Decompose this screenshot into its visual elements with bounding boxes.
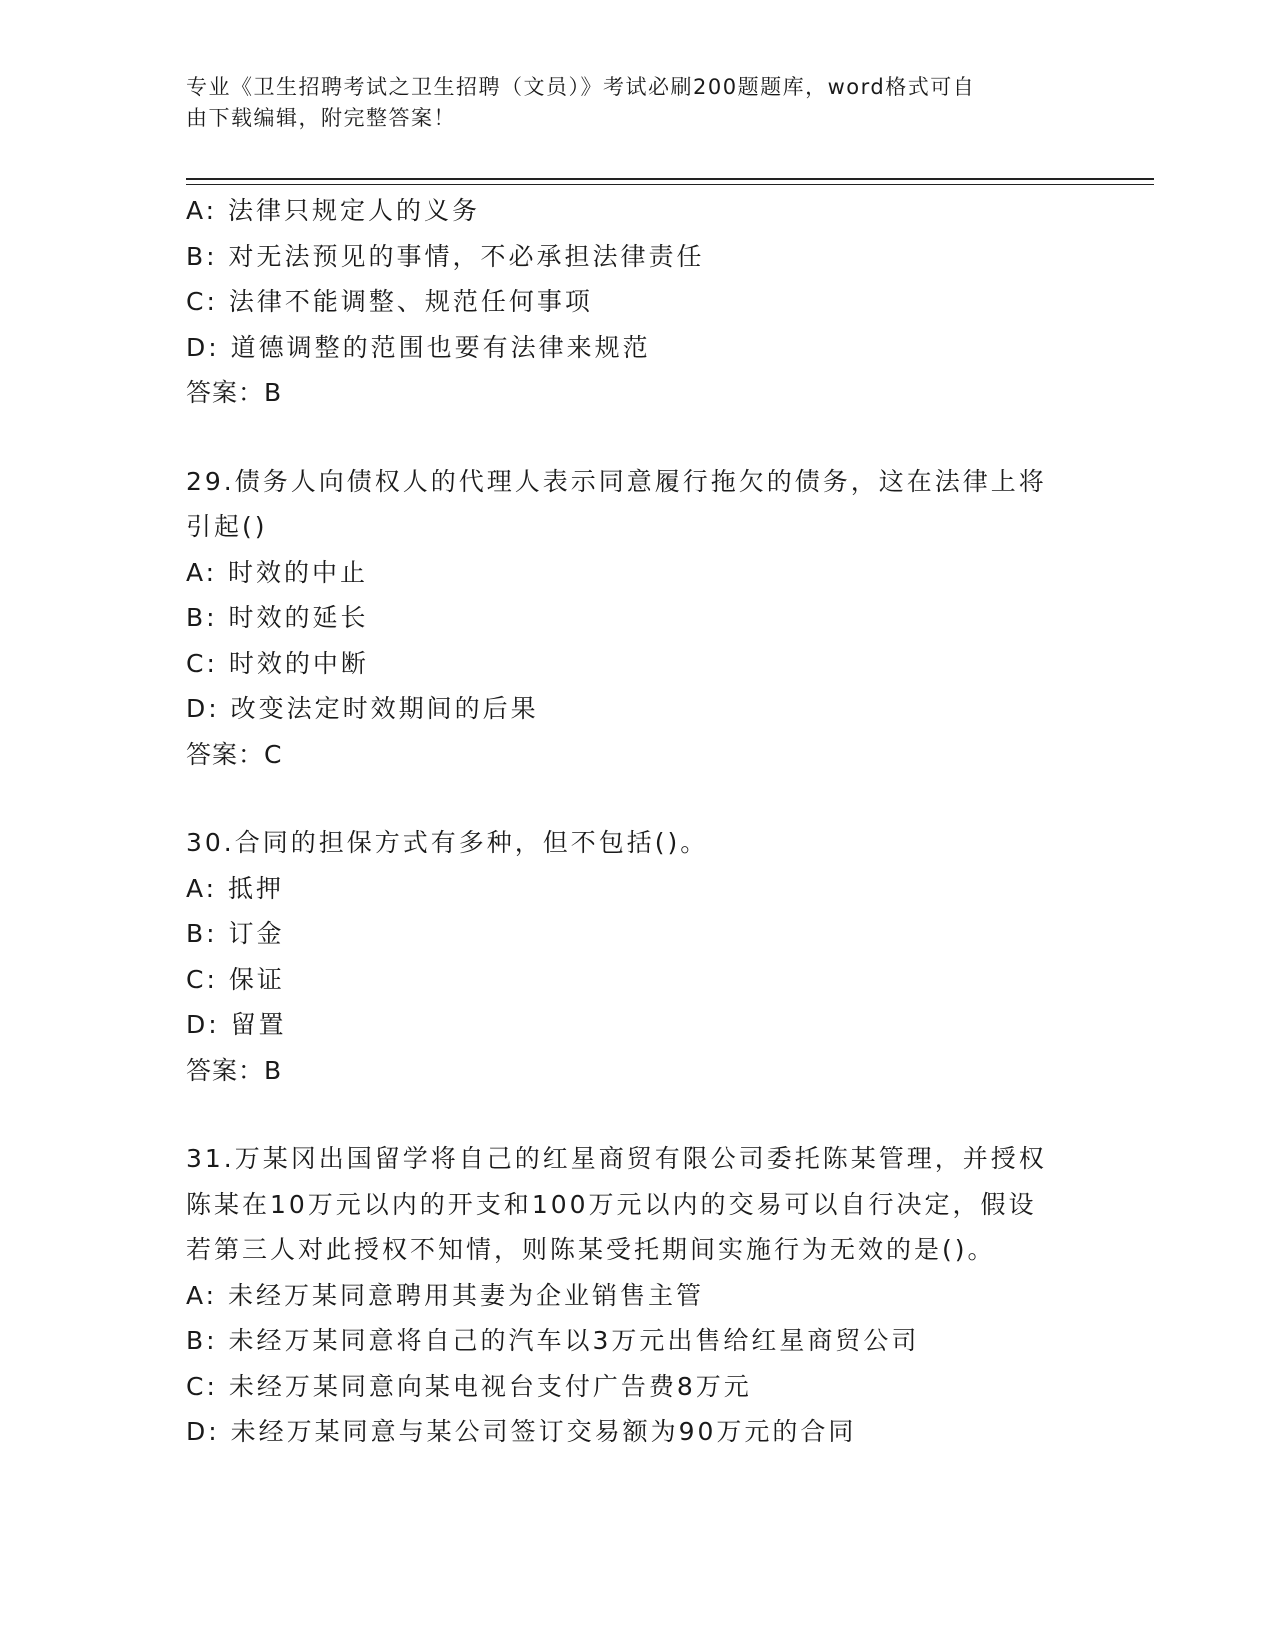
spacer (186, 416, 1086, 459)
option-a: A: 时效的中止 (186, 557, 369, 587)
option-b: B: 订金 (186, 919, 285, 948)
option-a: A: 抵押 (186, 873, 285, 903)
question-text: 29.债务人向债权人的代理人表示同意履行拖欠的债务，这在法律上将 (186, 466, 1047, 496)
question-block (186, 1136, 1086, 1455)
option-b: B: 对无法预见的事情，不必承担法律责任 (186, 241, 705, 271)
question-text: 30.合同的担保方式有多种，但不包括()。 (186, 828, 709, 857)
option-c: C: 保证 (186, 964, 285, 994)
option-a: A: 未经万某同意聘用其妻为企业销售主管 (186, 1280, 705, 1310)
question-block (186, 188, 1086, 416)
option-b: B: 时效的延长 (186, 603, 369, 632)
header-line-2: 由下载编辑，附完整答案！ (186, 106, 456, 130)
question-text: 31.万某冈出国留学将自己的红星商贸有限公司委托陈某管理，并授权 (186, 1144, 1047, 1173)
option-d: D: 道德调整的范围也要有法律来规范 (186, 332, 651, 362)
option-c: C: 时效的中断 (186, 648, 369, 678)
answer-line: 答案：C (186, 739, 283, 769)
spacer (186, 1093, 1086, 1136)
question-list (186, 188, 1086, 1455)
question-block (186, 820, 1086, 1093)
answer-line: 答案：B (186, 378, 283, 407)
option-d: D: 改变法定时效期间的后果 (186, 694, 539, 723)
answer-line: 答案：B (186, 1055, 283, 1085)
option-b: B: 未经万某同意将自己的汽车以3万元出售给红星商贸公司 (186, 1326, 920, 1355)
option-c: C: 未经万某同意向某电视台支付广告费8万元 (186, 1371, 752, 1401)
question-text-continued: 若第三人对此授权不知情，则陈某受托期间实施行为无效的是()。 (186, 1235, 996, 1264)
question-text-continued: 陈某在10万元以内的开支和100万元以内的交易可以自行决定，假设 (186, 1189, 1037, 1219)
option-c: C: 法律不能调整、规范任何事项 (186, 287, 593, 316)
question-block (186, 459, 1086, 778)
header-line-1: 专业《卫生招聘考试之卫生招聘（文员）》考试必刷200题题库，word格式可自 (186, 75, 976, 99)
option-d: D: 留置 (186, 1010, 287, 1039)
option-d: D: 未经万某同意与某公司签订交易额为90万元的合同 (186, 1417, 857, 1446)
question-text-continued: 引起() (186, 512, 268, 541)
spacer (186, 777, 1086, 820)
header-rule-thin (186, 184, 1154, 185)
option-a: A: 法律只规定人的义务 (186, 196, 481, 225)
document-header (186, 72, 1066, 134)
header-rule-thick (186, 178, 1154, 180)
